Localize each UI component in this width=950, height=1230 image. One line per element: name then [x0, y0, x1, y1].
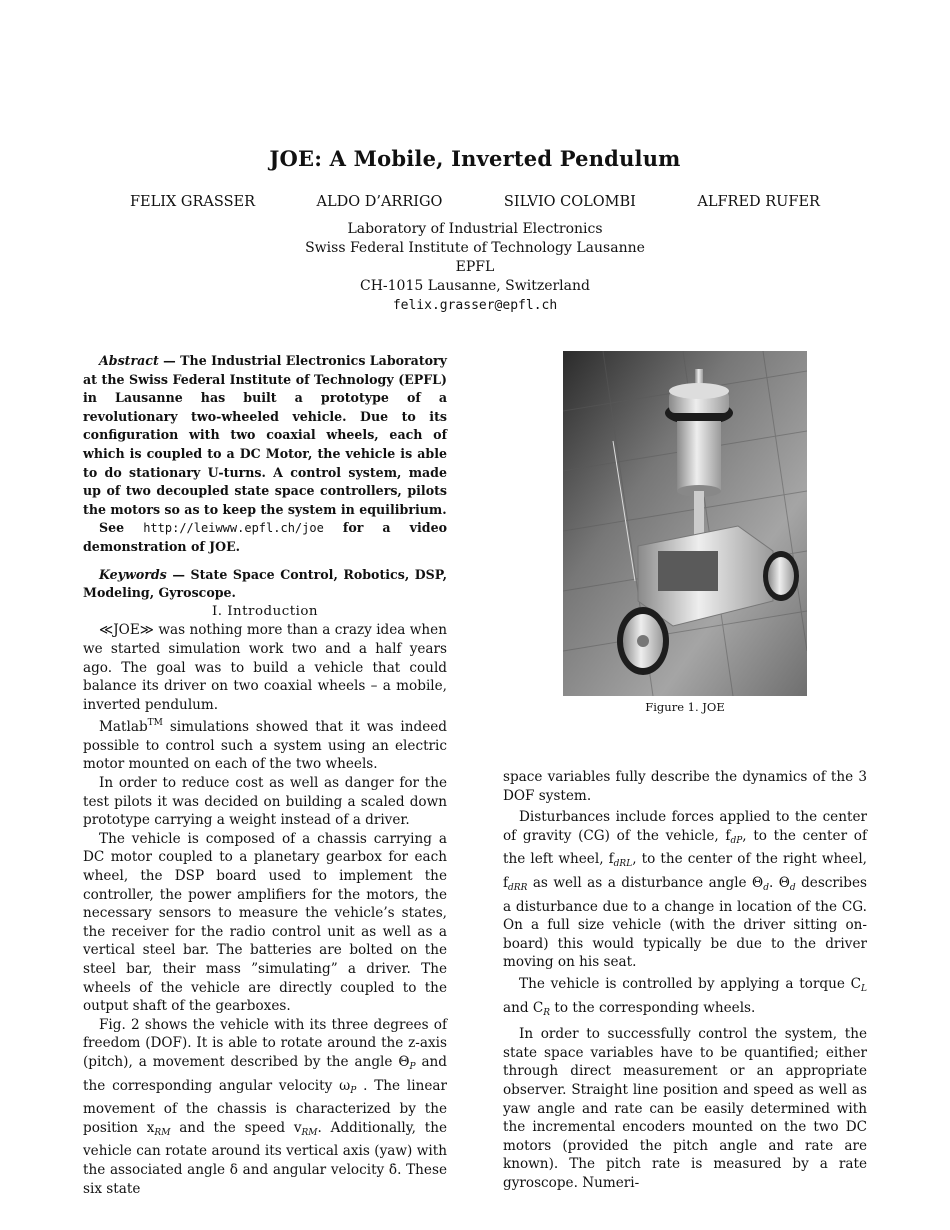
author-name: ALDO D’ARRIGO [316, 194, 443, 210]
paragraph [503, 808, 867, 972]
section-heading [83, 603, 447, 622]
author-email[interactable]: felix.grasser@epfl.ch [392, 298, 558, 313]
text-run: , to the center of the right wheel, f [503, 851, 867, 891]
text-run: . Θ [768, 874, 790, 891]
paragraph [83, 714, 447, 774]
text-run: as well as a disturbance angle Θ [527, 874, 764, 891]
abstract-dash: — [158, 353, 181, 368]
text-run: . The linear movement of the chassis is characterized by the position x [83, 1077, 447, 1136]
affiliation-institute: Swiss Federal Institute of Technology Lausanne [305, 240, 645, 256]
abstract-text: The Industrial Electronics Laboratory at the Swiss Federal Institute of Technology (EPFL) in Lausanne has built a prototype of a revolutionary two-wheeled vehicle. Due to its configuration with two coaxial wheels, each of which is coupled to a DC Motor, the vehicle is able to do stationary U-turns. A control system, made up of two decoupled state space controllers, pilots the motors so as to keep the system in equilibrium. [83, 353, 447, 517]
paragraph [503, 975, 867, 1022]
affiliation [0, 220, 950, 315]
text-run: Matlab [99, 719, 148, 736]
text-run: to the corresponding wheels. [550, 999, 756, 1016]
subscript: RM [301, 1127, 318, 1138]
text-run: and the speed v [170, 1119, 302, 1136]
abstract [83, 352, 447, 519]
subscript: RM [154, 1127, 171, 1138]
video-link[interactable]: http://leiwww.epfl.ch/joe [143, 521, 324, 536]
keywords-label: Keywords [99, 566, 167, 582]
section-number: I. [211, 603, 223, 619]
paragraph: In order to successfully control the system, the state space variables have to be quantified; either through direct measurement or an appropriate observer. Straight line position and speed as well as yaw angle and rate can be easily determined with the incremental encoders mounted on the two DC motors (provided the pitch angle and rate are known). The pitch rate is measured by a rate gyroscope. Numeri- [503, 1026, 867, 1191]
text-run: describes a disturbance due to a change in location of the CG. On a full size vehicle (with the driver sitting on-board) this would typically be due to the driver moving on his seat. [503, 874, 867, 971]
author-name: ALFRED RUFER [697, 194, 820, 210]
text-run: and C [503, 999, 544, 1016]
subscript: P [409, 1061, 416, 1072]
paragraph: space variables fully describe the dynamics of the 3 DOF system. [503, 769, 867, 804]
paragraph: ≪JOE≫ was nothing more than a crazy idea when we started simulation work two and a half years ago. The goal was to build a vehicle that could balance its driver on two coaxial wheels – a mobile, inverted pendulum. [83, 622, 447, 713]
keywords [83, 566, 447, 603]
keywords-dash: — [166, 566, 191, 582]
text-run: Disturbances include forces applied to the center of gravity (CG) of the vehicle, f [503, 809, 867, 844]
text-run: . Additionally, the vehicle can rotate around its vertical axis (yaw) with the associated angle δ and angular velocity δ̇. These six state [83, 1119, 447, 1197]
text-run: , to the center of the left wheel, f [503, 827, 867, 868]
figure-caption: Figure 1. JOE [645, 700, 725, 714]
author-name: SILVIO COLOMBI [503, 194, 636, 210]
paragraph: In order to reduce cost as well as danger for the test pilots it was decided on building a scaled down prototype carrying a weight instead of a driver. [83, 775, 447, 829]
paragraph: The vehicle is composed of a chassis carrying a DC motor coupled to a planetary gearbox for each wheel, the DSP board used to implement the controller, the power amplifiers for the motors, the necessary sensors to measure the vehicle’s states, the receiver for the radio control unit as well as a vertical steel bar. The batteries are bolted on the steel bar, their mass ”simulating” a driver. The wheels of the vehicle are directly coupled to the output shaft of the gearboxes. [83, 830, 447, 1015]
right-column [503, 768, 867, 1192]
text-run: The vehicle is controlled by applying a torque C [519, 975, 862, 992]
text-run: Fig. 2 shows the vehicle with its three degrees of freedom (DOF). It is able to rotate around the z-axis (pitch), a movement described by the angle Θ [83, 1016, 447, 1070]
affiliation-lab: Laboratory of Industrial Electronics [347, 221, 603, 237]
abstract-video-note [83, 519, 447, 556]
keywords-text: State Space Control, Robotics, DSP, Modeling, Gyroscope. [83, 566, 447, 601]
subscript: L [861, 983, 867, 994]
author-name: FELIX GRASSER [130, 194, 256, 210]
subscript: d [763, 882, 769, 893]
left-column [83, 352, 447, 1198]
affiliation-address: CH-1015 Lausanne, Switzerland [360, 278, 590, 294]
subscript: dRL [613, 859, 633, 870]
affiliation-short: EPFL [455, 259, 495, 275]
text-run: and the corresponding angular velocity ω [83, 1053, 447, 1094]
superscript: TM [147, 718, 163, 729]
subscript: d [789, 882, 796, 893]
text-run: simulations showed that it was indeed possible to control such a system using an electric motor mounted on each of the two wheels. [83, 719, 447, 773]
paper-title: JOE: A Mobile, Inverted Pendulum [269, 146, 681, 171]
see-prefix: See [99, 520, 144, 536]
section-title: Introduction [227, 603, 319, 619]
abstract-label: Abstract [99, 353, 159, 368]
subscript: R [543, 1007, 551, 1018]
see-suffix: for a video demonstration of JOE. [83, 520, 447, 554]
subscript: P [350, 1085, 357, 1096]
figure-1 [563, 351, 807, 696]
paragraph [83, 1016, 447, 1198]
subscript: dRR [508, 882, 528, 893]
subscript: dP [730, 835, 743, 846]
author-list [130, 194, 820, 210]
joe-robot-photo [563, 351, 807, 696]
